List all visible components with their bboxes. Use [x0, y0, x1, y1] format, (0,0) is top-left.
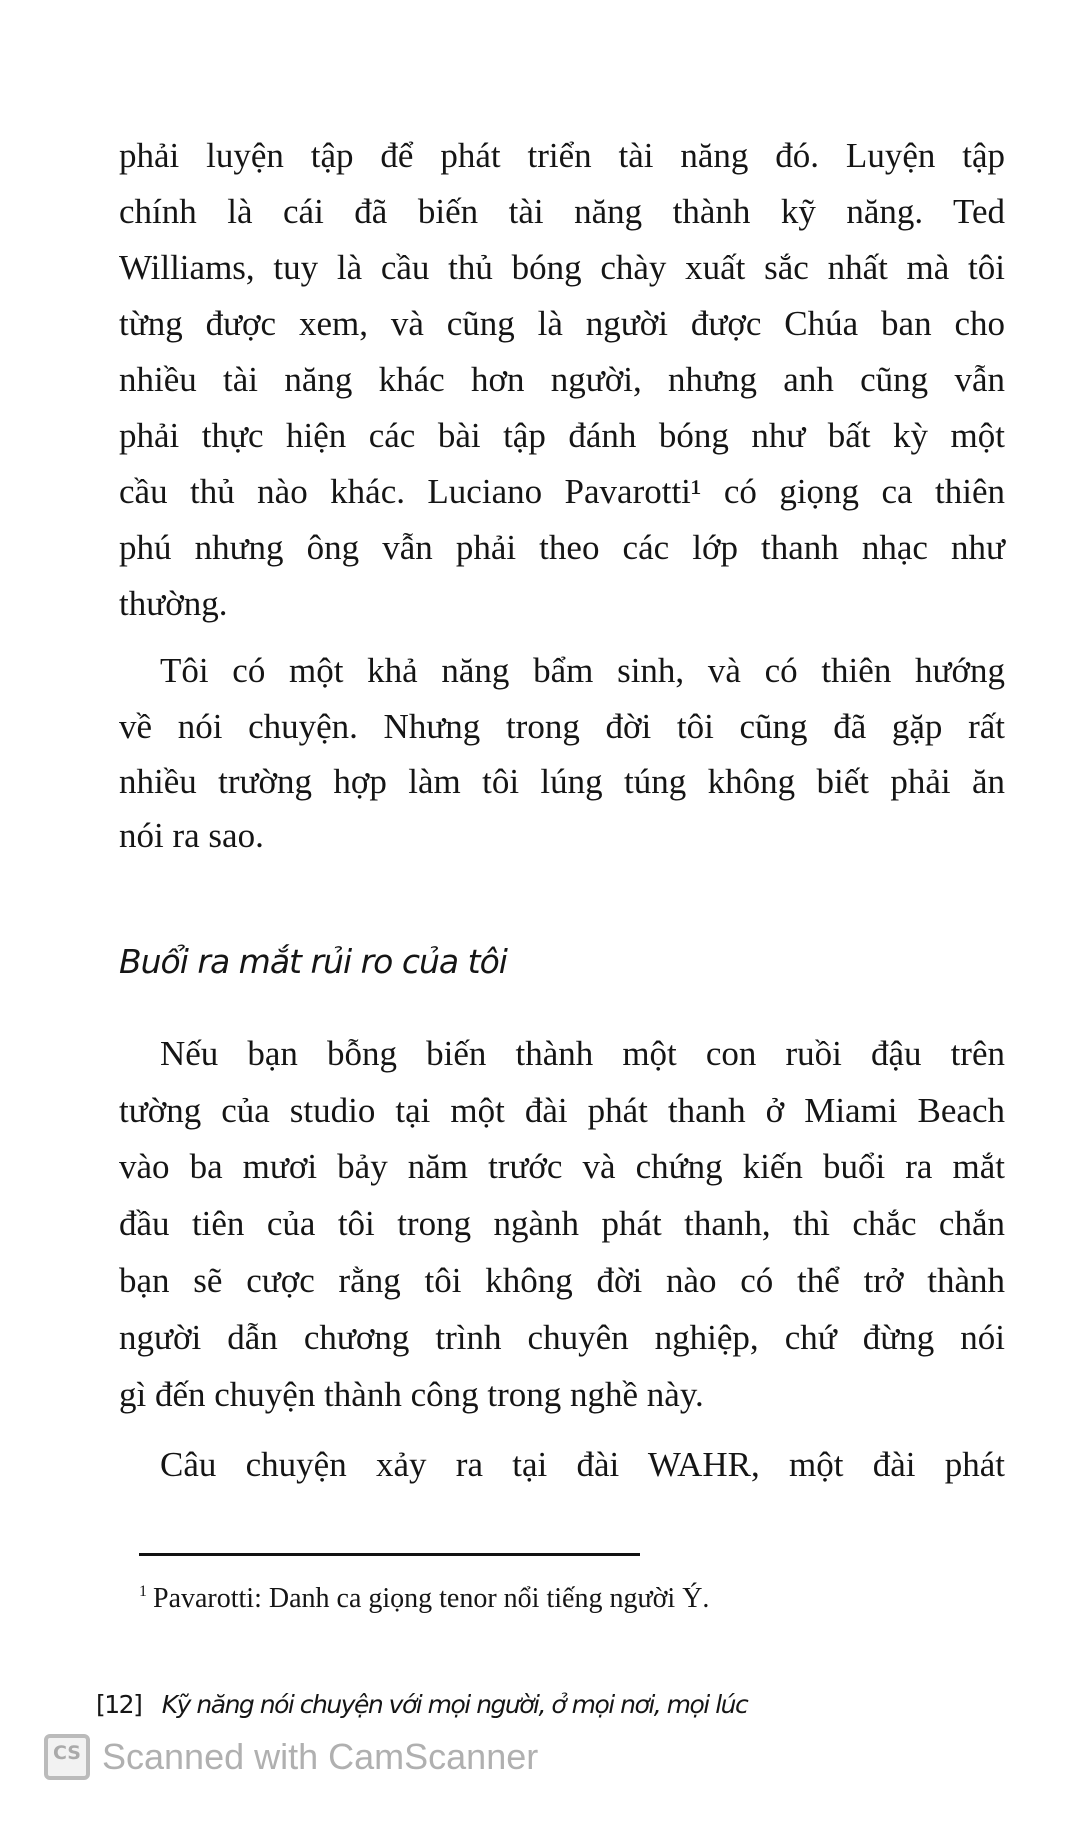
text-line: Tôi có một khả năng bẩm sinh, và có thiên hướng	[160, 651, 1005, 690]
text-line: bạn sẽ cược rằng tôi không đời nào có thể trở thành	[119, 1261, 1005, 1300]
footnote-mark: 1	[139, 1583, 147, 1600]
text-line: vào ba mươi bảy năm trước và chứng kiến buổi ra mắt	[119, 1147, 1005, 1186]
text-line: chính là cái đã biến tài năng thành kỹ năng. Ted	[119, 192, 1005, 231]
text-line: cầu thủ nào khác. Luciano Pavarotti¹ có giọng ca thiên	[119, 472, 1005, 511]
page-footer	[96, 1690, 747, 1719]
text-line: phải thực hiện các bài tập đánh bóng như bất kỳ một	[119, 416, 1005, 455]
footnote-divider	[139, 1553, 640, 1556]
text-line: nhiều trường hợp làm tôi lúng túng không biết phải ăn	[119, 762, 1005, 801]
camscanner-watermark	[44, 1734, 538, 1780]
text-line: nói ra sao.	[119, 816, 264, 855]
text-line: từng được xem, và cũng là người được Chúa ban cho	[119, 304, 1005, 343]
text-line: gì đến chuyện thành công trong nghề này.	[119, 1375, 704, 1414]
footnote	[139, 1583, 709, 1615]
book-title: Kỹ năng nói chuyện với mọi người, ở mọi nơi, mọi lúc	[161, 1690, 748, 1719]
text-line: thường.	[119, 584, 228, 623]
text-line: Câu chuyện xảy ra tại đài WAHR, một đài phát	[160, 1445, 1005, 1484]
watermark-text: Scanned with CamScanner	[102, 1736, 539, 1777]
text-line: nhiều tài năng khác hơn người, nhưng anh cũng vẫn	[119, 360, 1005, 399]
section-heading: Buổi ra mắt rủi ro của tôi	[119, 942, 507, 981]
camscanner-logo-icon: CS	[44, 1734, 90, 1780]
text-line: về nói chuyện. Nhưng trong đời tôi cũng đã gặp rất	[119, 707, 1005, 746]
text-line: người dẫn chương trình chuyên nghiệp, chứ đừng nói	[119, 1318, 1005, 1357]
text-line: phú nhưng ông vẫn phải theo các lớp thanh nhạc như	[119, 528, 1005, 567]
footnote-text: Pavarotti: Danh ca giọng tenor nổi tiếng người Ý.	[153, 1583, 710, 1614]
text-line: đầu tiên của tôi trong ngành phát thanh, thì chắc chắn	[119, 1204, 1005, 1243]
page-number: [12]	[96, 1690, 142, 1719]
text-line: Nếu bạn bỗng biến thành một con ruồi đậu trên	[160, 1034, 1005, 1073]
text-line: Williams, tuy là cầu thủ bóng chày xuất sắc nhất mà tôi	[119, 248, 1005, 287]
text-line: tường của studio tại một đài phát thanh ở Miami Beach	[119, 1091, 1005, 1130]
text-line: phải luyện tập để phát triển tài năng đó. Luyện tập	[119, 136, 1005, 175]
